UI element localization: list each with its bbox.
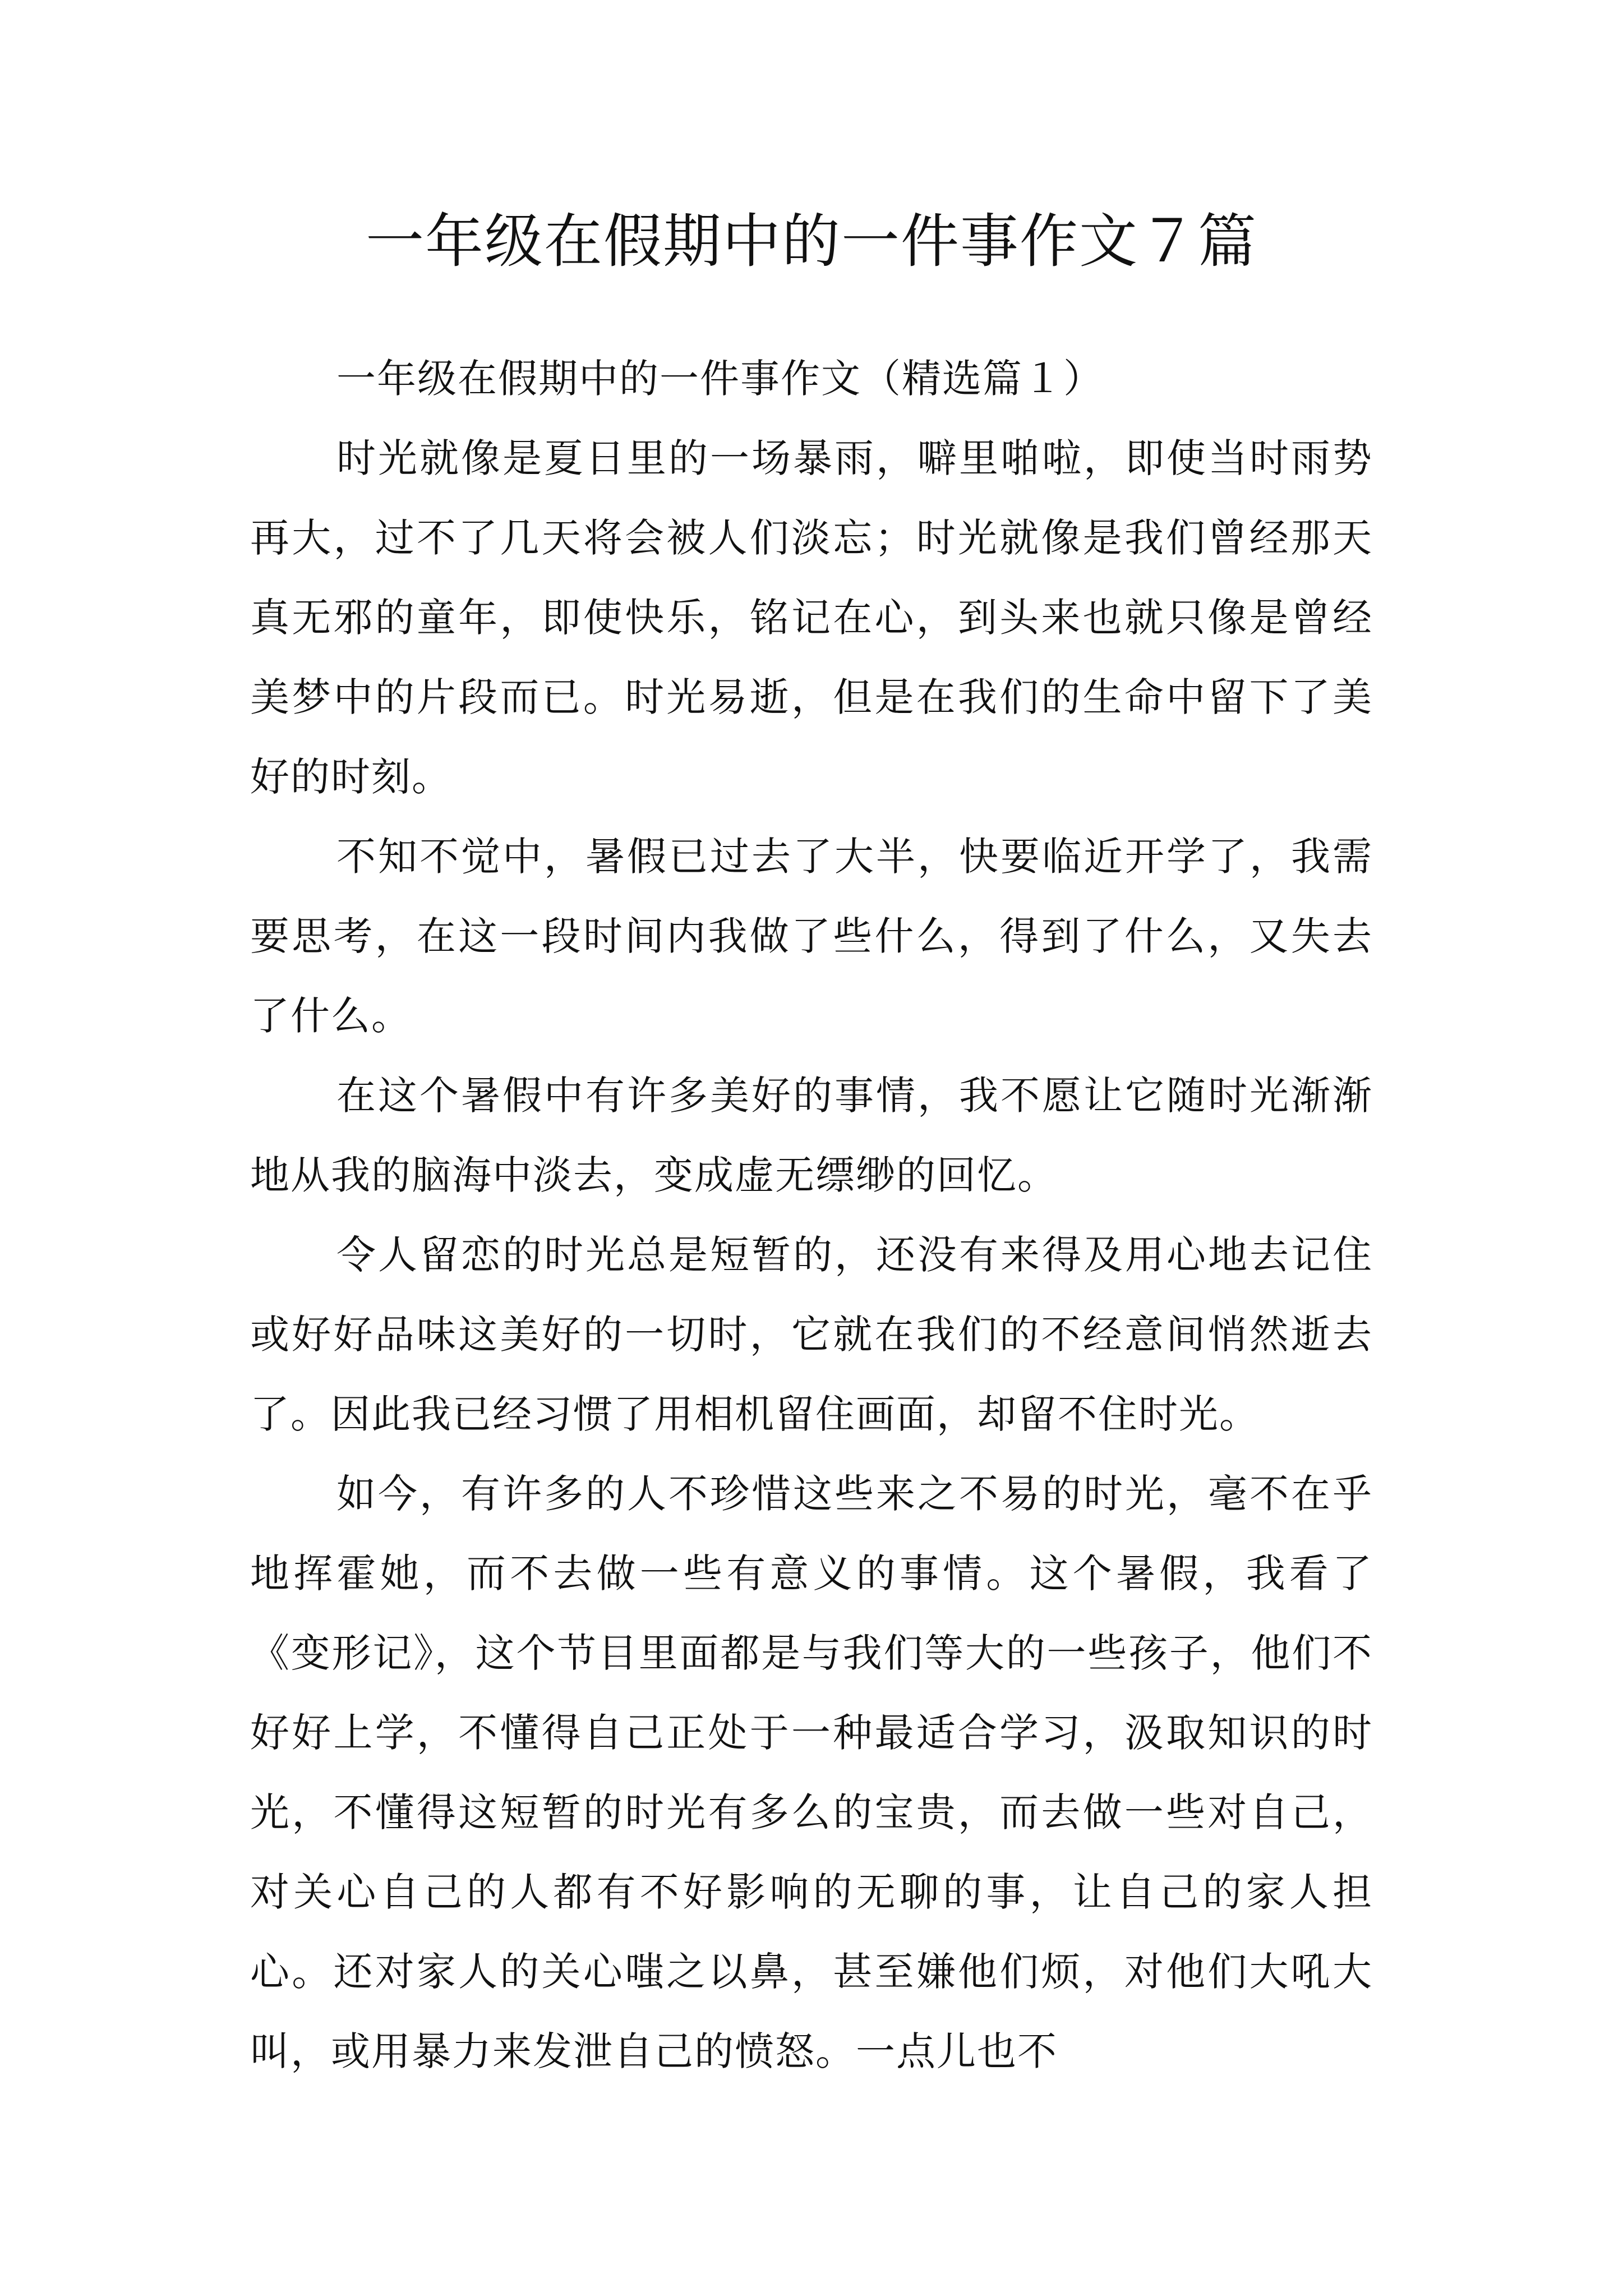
section-heading: 一年级在假期中的一件事作文（精选篇１） [336, 356, 1104, 402]
paragraph-4: 令人留恋的时光总是短暂的，还没有来得及用心地去记住或好好品味这美好的一切时，它就在我们的不经意间悄然逝去了。因此我已经习惯了用相机留住画面，却留不住时光。 [250, 1232, 1373, 1437]
paragraph-3: 在这个暑假中有许多美好的事情，我不愿让它随时光渐渐地从我的脑海中淡去，变成虚无缥缈的回忆。 [250, 1073, 1373, 1198]
paragraph-5: 如今，有许多的人不珍惜这些来之不易的时光，毫不在乎地挥霍她，而不去做一些有意义的事情。这个暑假，我看了《变形记》，这个节目里面都是与我们等大的一些孩子，他们不好好上学，不懂得自己正处于一种最适合学习，汲取知识的时光，不懂得这短暂的时光有多么的宝贵，而去做一些对自己，对关心自己的人都有不好影响的无聊的事，让自己的家人担心。还对家人的关心嗤之以鼻，甚至嫌他们烦，对他们大吼大叫，或用暴力来发泄自己的愤怒。一点儿也不 [250, 1471, 1373, 2074]
paragraph-1: 时光就像是夏日里的一场暴雨，噼里啪啦，即使当时雨势再大，过不了几天将会被人们淡忘；时光就像是我们曾经那天真无邪的童年，即使快乐，铭记在心，到头来也就只像是曾经美梦中的片段而已。时光易逝，但是在我们的生命中留下了美好的时刻。 [250, 435, 1373, 800]
paragraph-2: 不知不觉中，暑假已过去了大半，快要临近开学了，我需要思考，在这一段时间内我做了些什么，得到了什么，又失去了什么。 [250, 834, 1373, 1039]
document-body [250, 339, 1373, 2091]
document-title: 一年级在假期中的一件事作文７篇 [365, 207, 1257, 275]
